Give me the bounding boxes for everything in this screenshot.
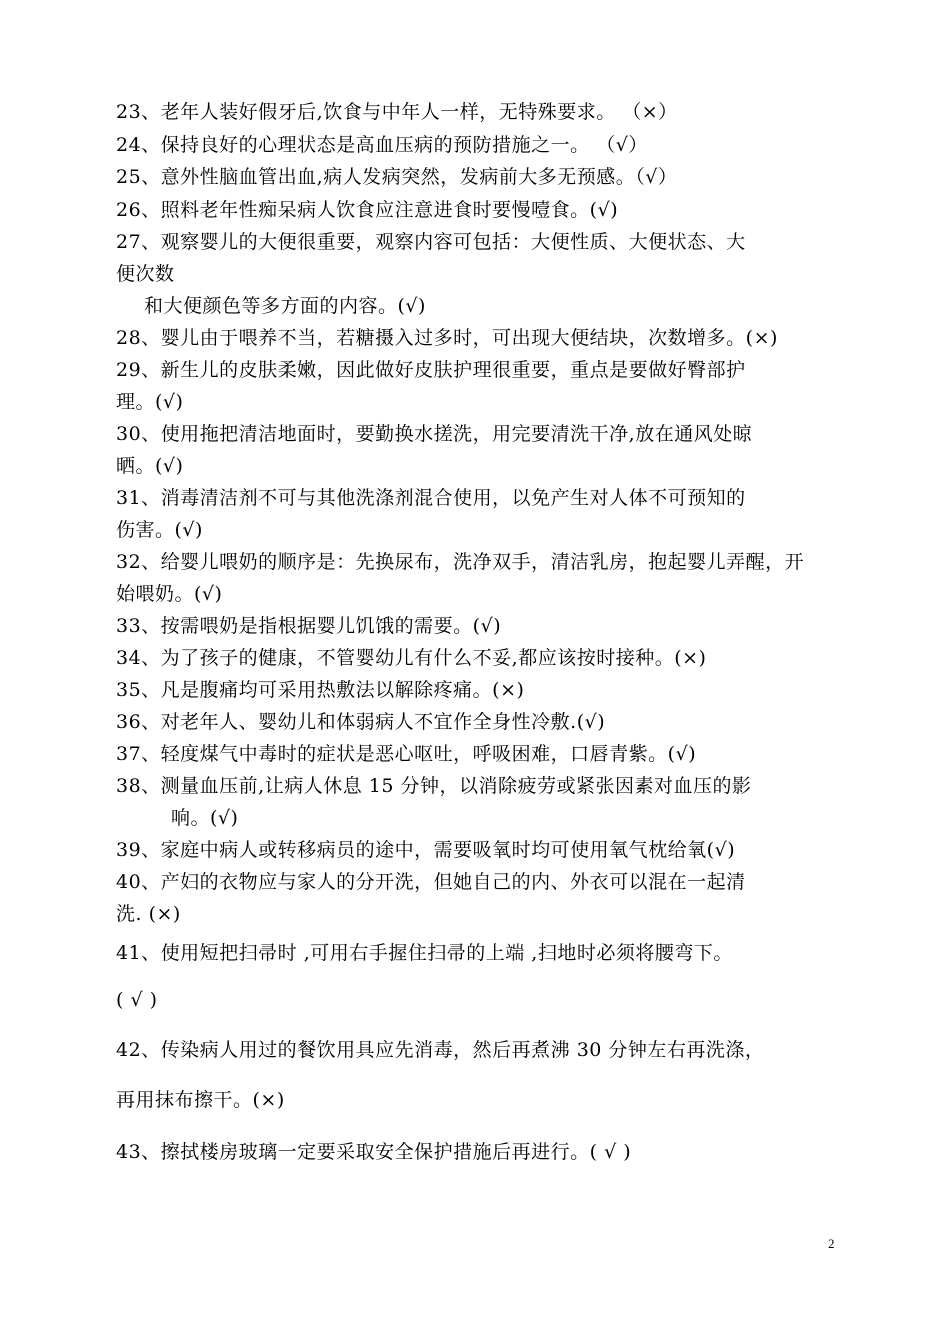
text-line: 伤害。(√)	[116, 519, 203, 541]
text-line: 32、给婴儿喂奶的顺序是：先换尿布，洗净双手，清洁乳房，抱起婴儿弄醒，开	[116, 551, 805, 573]
text-line: 23、老年人装好假牙后,饮食与中年人一样，无特殊要求。 （×）	[116, 101, 678, 123]
text-line: 24、保持良好的心理状态是高血压病的预防措施之一。 （√）	[116, 134, 648, 156]
page-number: 2	[828, 1236, 835, 1251]
text-line: 41、使用短把扫帚时 ,可用右手握住扫帚的上端 ,扫地时必须将腰弯下。	[116, 942, 733, 964]
text-line: 42、传染病人用过的餐饮用具应先消毒，然后再煮沸 30 分钟左右再洗涤，	[116, 1039, 765, 1061]
text-line: 和大便颜色等多方面的内容。(√)	[144, 295, 426, 317]
text-line: 34、为了孩子的健康，不管婴幼儿有什么不妥,都应该按时接种。(×)	[116, 647, 707, 669]
text-line: 38、测量血压前,让病人休息 15 分钟，以消除疲劳或紧张因素对血压的影	[116, 775, 752, 797]
text-line: 响。(√)	[171, 807, 239, 829]
text-line: 晒。(√)	[116, 455, 184, 477]
text-line: 35、凡是腹痛均可采用热敷法以解除疼痛。(×)	[116, 679, 525, 701]
text-line: 29、新生儿的皮肤柔嫩，因此做好皮肤护理很重要，重点是要做好臀部护	[116, 359, 746, 381]
text-line: ( √ )	[116, 989, 158, 1011]
text-line: 43、擦拭楼房玻璃一定要采取安全保护措施后再进行。( √ )	[116, 1141, 632, 1163]
text-line: 理。(√)	[116, 391, 184, 413]
text-line: 40、产妇的衣物应与家人的分开洗，但她自己的内、外衣可以混在一起清	[116, 871, 746, 893]
text-line: 36、对老年人、婴幼儿和体弱病人不宜作全身性冷敷.(√)	[116, 711, 606, 733]
text-line: 26、照料老年性痴呆病人饮食应注意进食时要慢噎食。(√)	[116, 199, 619, 221]
text-line: 37、轻度煤气中毒时的症状是恶心呕吐，呼吸困难，口唇青紫。(√)	[116, 743, 697, 765]
text-line: 28、婴儿由于喂养不当，若糖摄入过多时，可出现大便结块，次数增多。(×)	[116, 327, 778, 349]
text-line: 始喂奶。(√)	[116, 583, 223, 605]
text-line: 洗. (×)	[116, 903, 181, 925]
text-line: 25、意外性脑血管出血,病人发病突然，发病前大多无预感。（√）	[116, 166, 678, 188]
text-line: 30、使用拖把清洁地面时，要勤换水搓洗，用完要清洗干净,放在通风处晾	[116, 423, 753, 445]
text-line: 39、家庭中病人或转移病员的途中，需要吸氧时均可使用氧气枕给氧(√)	[116, 839, 736, 861]
text-line: 便次数	[116, 263, 175, 285]
text-line: 31、消毒清洁剂不可与其他洗涤剂混合使用，以免产生对人体不可预知的	[116, 487, 746, 509]
text-line: 再用抹布擦干。(×)	[116, 1089, 285, 1111]
text-line: 33、按需喂奶是指根据婴儿饥饿的需要。(√)	[116, 615, 502, 637]
text-line: 27、观察婴儿的大便很重要，观察内容可包括：大便性质、大便状态、大	[116, 231, 746, 253]
